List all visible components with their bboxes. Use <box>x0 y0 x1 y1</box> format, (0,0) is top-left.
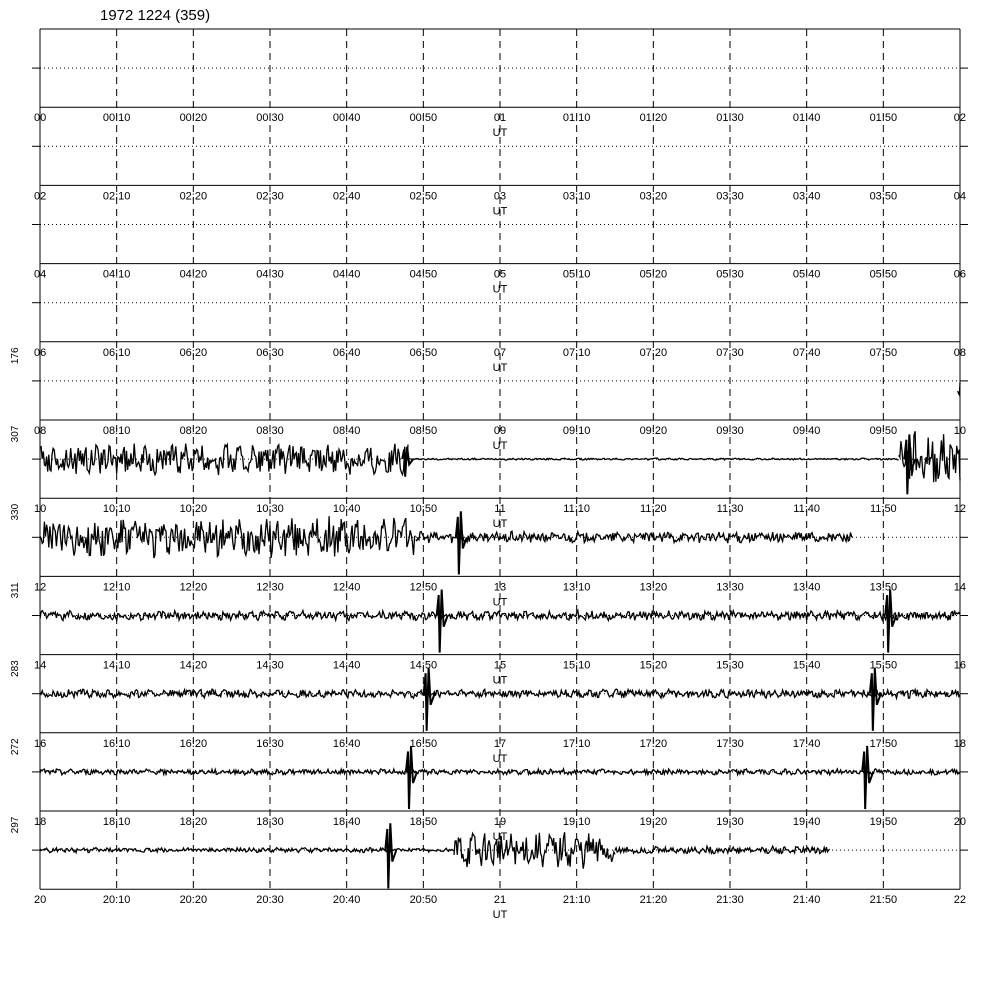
tick-label: 16:40 <box>332 737 361 750</box>
tick-label: 14:30 <box>256 659 284 672</box>
tick-label: 06 <box>953 268 966 281</box>
tick-label: 17:30 <box>716 737 744 750</box>
tick-label: 05:40 <box>792 268 821 281</box>
tick-label: 06:40 <box>332 346 361 359</box>
tick-label: 07:10 <box>562 346 591 359</box>
tick-label: 07:30 <box>716 346 744 359</box>
tick-label: 01:30 <box>716 112 744 125</box>
tick-label: 12:40 <box>332 581 361 594</box>
tick-label: 19:50 <box>869 816 898 828</box>
tick-label: 16 <box>953 659 966 672</box>
tick-label: 10 <box>34 503 47 516</box>
tick-label: 12 <box>34 581 47 594</box>
tick-label: 01:20 <box>639 112 668 125</box>
tick-label: 11:40 <box>793 503 821 516</box>
tick-label: 07 <box>493 346 507 359</box>
tick-label: 20:10 <box>102 894 131 907</box>
tick-label: 11:10 <box>563 503 591 516</box>
tick-label: 20:30 <box>256 894 284 907</box>
tick-label: 04:10 <box>102 268 131 281</box>
tick-label: 08 <box>953 346 966 359</box>
tick-label: 09:50 <box>869 425 898 437</box>
tick-label: 14:10 <box>102 659 131 672</box>
tick-label: 18 <box>34 816 47 828</box>
tick-label: 11 <box>494 503 506 516</box>
tick-label: 15:30 <box>716 659 744 672</box>
tick-label: 10:40 <box>332 503 361 516</box>
tick-label: 14:20 <box>179 659 208 672</box>
tick-label: 10:20 <box>179 503 208 516</box>
tick-label: 08:40 <box>332 425 361 437</box>
tick-label: 02:40 <box>332 190 361 203</box>
tick-label: 13:30 <box>716 581 744 594</box>
tick-label: 17 <box>493 737 507 750</box>
tick-label: 16:10 <box>102 737 131 750</box>
tick-label: 15:40 <box>792 659 821 672</box>
axis-label-ut: UT <box>492 361 508 374</box>
tick-label: 17:40 <box>792 737 821 750</box>
tick-label: 12:50 <box>409 581 438 594</box>
tick-label: 07:50 <box>869 346 898 359</box>
tick-label: 18:40 <box>332 816 361 828</box>
tick-label: 07:20 <box>639 346 668 359</box>
tick-label: 03:40 <box>792 190 821 203</box>
tick-label: 20 <box>953 816 966 828</box>
tick-label: 10:50 <box>409 503 438 516</box>
tick-label: 00:10 <box>102 112 131 125</box>
tick-label: 01:40 <box>792 112 821 125</box>
tick-label: 21:20 <box>639 894 668 907</box>
tick-label: 04:20 <box>179 268 208 281</box>
tick-label: 01:50 <box>869 112 898 125</box>
side-label: 307 <box>10 425 21 443</box>
axis-label-ut: UT <box>492 440 508 452</box>
tick-label: 06:20 <box>179 346 208 359</box>
tick-label: 05:20 <box>639 268 668 281</box>
tick-label: 21:40 <box>792 894 821 907</box>
side-label: 283 <box>10 660 21 677</box>
tick-label: 21:10 <box>562 894 591 907</box>
tick-label: 00:50 <box>409 112 438 125</box>
tick-label: 00 <box>34 112 47 125</box>
tick-label: 02:20 <box>179 190 208 203</box>
tick-label: 17:10 <box>562 737 591 750</box>
tick-label: 12:10 <box>102 581 131 594</box>
tick-label: 02:10 <box>102 190 131 203</box>
tick-label: 10 <box>953 425 966 437</box>
tick-label: 07:40 <box>792 346 821 359</box>
tick-label: 03:10 <box>562 190 591 203</box>
tick-label: 21:50 <box>869 894 898 907</box>
tick-label: 16:50 <box>409 737 438 750</box>
tick-label: 16 <box>34 737 47 750</box>
tick-label: 09:10 <box>562 425 591 437</box>
tick-label: 09:20 <box>639 425 668 437</box>
tick-label: 10:10 <box>102 503 131 516</box>
tick-label: 19:40 <box>792 816 821 828</box>
tick-label: 19:10 <box>562 816 591 828</box>
tick-label: 20 <box>34 894 47 907</box>
tick-label: 02 <box>953 112 966 125</box>
side-label: 272 <box>10 738 21 756</box>
page-title: 1972 1224 (359) <box>100 7 211 24</box>
tick-label: 19:30 <box>716 816 744 828</box>
tick-label: 06:50 <box>409 346 438 359</box>
tick-label: 06 <box>34 346 47 359</box>
side-label: 176 <box>10 347 21 365</box>
tick-label: 13:40 <box>792 581 821 594</box>
tick-label: 18:50 <box>409 816 438 828</box>
tick-label: 18:30 <box>256 816 284 828</box>
tick-label: 05 <box>493 268 507 281</box>
tick-label: 19:20 <box>639 816 668 828</box>
tick-label: 04:30 <box>256 268 284 281</box>
tick-label: 20:20 <box>179 894 208 907</box>
tick-label: 14 <box>953 581 966 594</box>
tick-label: 00:40 <box>332 112 361 125</box>
tick-label: 22 <box>953 894 966 907</box>
tick-label: 08 <box>34 425 47 437</box>
tick-label: 13:10 <box>562 581 591 594</box>
side-label: 330 <box>10 503 21 521</box>
axis-label-ut: UT <box>492 674 508 687</box>
tick-label: 21:30 <box>716 894 744 907</box>
tick-label: 09:40 <box>792 425 821 437</box>
tick-label: 11:20 <box>639 503 667 516</box>
tick-label: 08:20 <box>179 425 208 437</box>
tick-label: 03:30 <box>716 190 744 203</box>
side-label: 311 <box>10 582 21 599</box>
tick-label: 18:20 <box>179 816 208 828</box>
tick-label: 18 <box>953 737 966 750</box>
tick-label: 14 <box>34 659 47 672</box>
axis-label-ut: UT <box>492 127 508 140</box>
tick-label: 13:50 <box>869 581 898 594</box>
tick-label: 06:30 <box>256 346 284 359</box>
tick-label: 11:30 <box>716 503 744 516</box>
tick-label: 05:50 <box>869 268 898 281</box>
tick-label: 14:40 <box>332 659 361 672</box>
axis-label-ut: UT <box>492 283 508 296</box>
tick-label: 13:20 <box>639 581 668 594</box>
axis-label-ut: UT <box>492 205 508 218</box>
tick-label: 03:50 <box>869 190 898 203</box>
axis-label-ut: UT <box>492 752 508 765</box>
tick-label: 04:40 <box>332 268 361 281</box>
tick-label: 02:30 <box>256 190 284 203</box>
tick-label: 20:50 <box>409 894 438 907</box>
tick-label: 16:20 <box>179 737 208 750</box>
tick-label: 01:10 <box>562 112 591 125</box>
tick-label: 12:20 <box>179 581 208 594</box>
tick-label: 12 <box>953 503 966 516</box>
tick-label: 04 <box>953 190 966 203</box>
tick-label: 03:20 <box>639 190 668 203</box>
tick-label: 05:30 <box>716 268 744 281</box>
tick-label: 08:30 <box>256 425 284 437</box>
side-label: 297 <box>10 816 21 834</box>
tick-label: 10:30 <box>256 503 284 516</box>
tick-label: 21 <box>493 894 507 907</box>
tick-label: 16:30 <box>256 737 284 750</box>
tick-label: 09:30 <box>716 425 744 437</box>
tick-label: 08:50 <box>409 425 438 437</box>
tick-label: 04 <box>34 268 47 281</box>
tick-label: 00:20 <box>179 112 208 125</box>
tick-label: 17:20 <box>639 737 668 750</box>
axis-label-ut: UT <box>492 518 508 531</box>
tick-label: 09 <box>493 425 507 437</box>
tick-label: 00:30 <box>256 112 284 125</box>
tick-label: 15:10 <box>562 659 591 672</box>
tick-label: 04:50 <box>409 268 438 281</box>
tick-label: 08:10 <box>102 425 131 437</box>
axis-label-ut: UT <box>492 831 508 843</box>
tick-label: 06:10 <box>102 346 131 359</box>
tick-label: 14:50 <box>409 659 438 672</box>
tick-label: 02 <box>34 190 47 203</box>
axis-label-ut: UT <box>492 909 508 922</box>
tick-label: 15 <box>493 659 507 672</box>
axis-label-ut: UT <box>492 596 508 609</box>
tick-label: 19 <box>493 816 507 828</box>
tick-label: 01 <box>493 112 507 125</box>
tick-label: 03 <box>493 190 507 203</box>
tick-label: 17:50 <box>869 737 898 750</box>
tick-label: 02:50 <box>409 190 438 203</box>
tick-label: 13 <box>493 581 507 594</box>
tick-label: 15:20 <box>639 659 668 672</box>
tick-label: 15:50 <box>869 659 898 672</box>
tick-label: 20:40 <box>332 894 361 907</box>
tick-label: 12:30 <box>256 581 284 594</box>
tick-label: 05:10 <box>562 268 591 281</box>
tick-label: 11:50 <box>869 503 897 516</box>
tick-label: 18:10 <box>102 816 131 828</box>
